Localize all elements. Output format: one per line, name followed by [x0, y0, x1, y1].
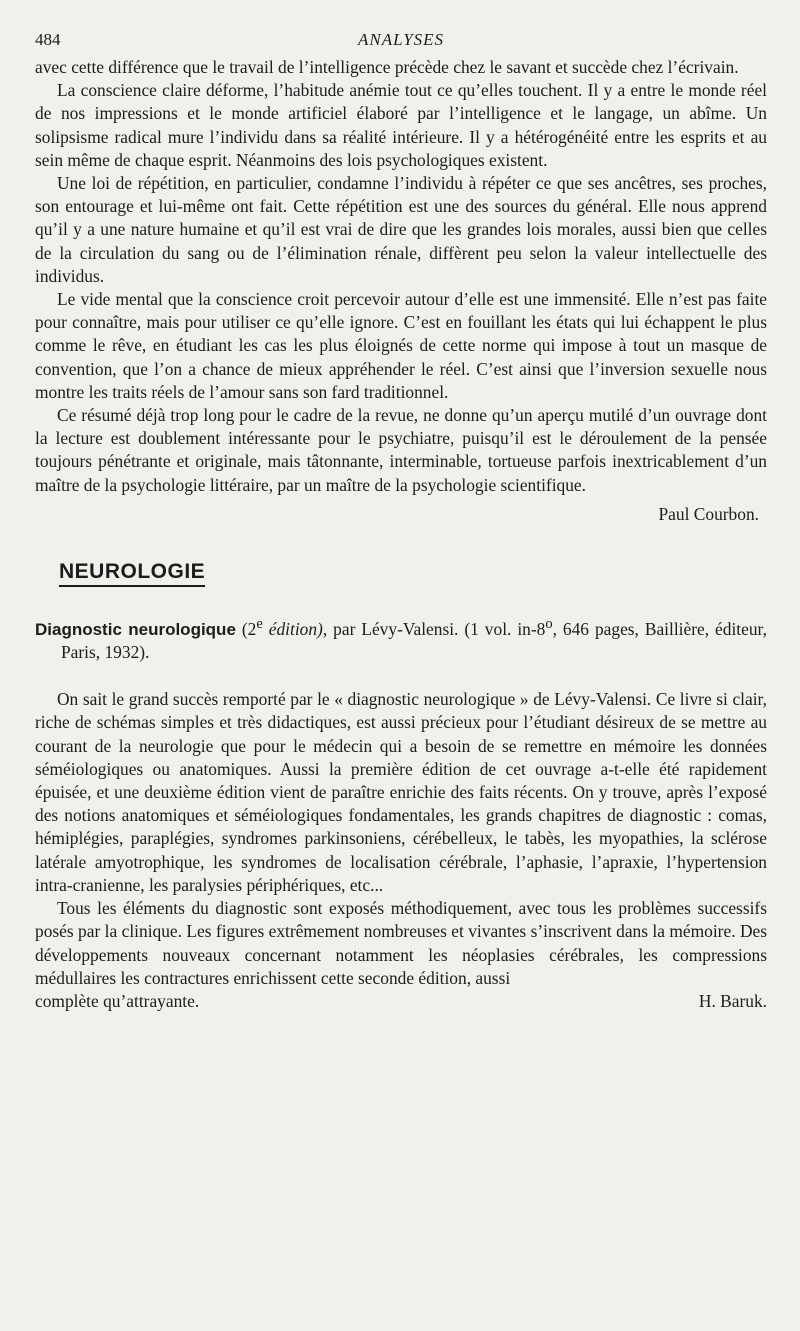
book-title: Diagnostic neurologique — [35, 619, 236, 639]
running-head — [35, 26, 767, 56]
review2-closing — [35, 990, 767, 1013]
review-neurology — [35, 613, 767, 1013]
review1-paragraph-2: La conscience claire déforme, l’habitude anémie tout ce qu’elles touchent. Il y a entre le monde réel de nos impressions et le monde artificiel élaboré par l’intelligence et le langage, un abîme. Un solipsisme radical mure l’individu dans sa réalité intérieure. Il y a hétérogénéité entre les esprits et au sein même de chaque esprit. Néanmoins des lois psychologiques existent. — [35, 80, 767, 170]
page-number: 484 — [35, 30, 61, 49]
review1-signature: Paul Courbon. — [658, 503, 759, 524]
section-heading: NEUROLOGIE — [59, 560, 205, 587]
edition-label: édition) — [262, 618, 323, 639]
book-details: , 646 pages, Baillière, éditeur, Paris, 1932). — [61, 618, 767, 663]
review2-signature: H. Baruk. — [698, 990, 767, 1011]
book-reference — [35, 613, 767, 664]
review-psychology — [35, 56, 767, 526]
running-title: ANALYSES — [357, 30, 445, 49]
book-author: , par Lévy-Valensi. (1 vol. in-8 — [322, 618, 546, 639]
review1-paragraph-5: Ce résumé déjà trop long pour le cadre de la revue, ne donne qu’un aperçu mutilé d’un ouvrage dont la lecture est doublement intéressante pour le psychiatre, puisqu’il est le déroulement de la pensée toujours pénétrante et originale, mais tâtonnante, interminable, tortueuse parfois inextricablement d’un maître de la psychologie littéraire, par un maître de la psychologie scientifique. — [35, 405, 767, 495]
edition-open: (2 — [235, 618, 257, 639]
edition-superscript: e — [256, 616, 263, 633]
document-page — [35, 26, 767, 1013]
review2-paragraph-2: Tous les éléments du diagnostic sont exposés méthodiquement, avec tous les problèmes successifs posés par la clinique. Les figures extrêmement nombreuses et vivantes s’inscrivent dans la mémoire. Des développements nouveaux concernant notamment les néoplasies cérébrales, les compressions médullaires les contractures enrichissent cette seconde édition, aussi — [35, 898, 767, 988]
review2-last-line: complète qu’attrayante. — [35, 990, 200, 1011]
format-superscript: o — [545, 616, 553, 633]
spacer — [35, 664, 767, 688]
review1-paragraph-3: Une loi de répétition, en particulier, condamne l’individu à répéter ce que ses ancêtres, ses proches, son entourage et lui-même ont fait. Cette répétition est une des sources du général. Elle nous apprend qu’il y a une nature humaine et qu’il est vrai de dire que les grandes lois morales, aussi bien que celles de la circulation du sang ou de l’élimination rénale, diffèrent peu selon la valeur intellectuelle des individus. — [35, 173, 767, 286]
review2-paragraph-1: On sait le grand succès remporté par le « diagnostic neurologique » de Lévy-Valensi. Ce livre si clair, riche de schémas simples et très didactiques, est aussi précieux pour l’étudiant désireux de se mettre au courant de la neurologie que pour le médecin qui a besoin de se remettre en mémoire les données séméiologiques ou anatomiques. Aussi la première édition de cet ouvrage a-t-elle été rapidement épuisée, et une deuxième édition vient de paraître enrichie des faits récents. On y trouve, après l’exposé des notions anatomiques et séméiologiques fondamentales, les grands chapitres de diagnostic : comas, hémiplégies, paraplégies, syndromes parkinsoniens, cérébelleux, le tabès, les myopathies, la sclérose latérale amyotrophique, les syndromes de localisation cérébrale, l’aphasie, l’apraxie, l’hypertension intra-cranienne, les paralysies périphériques, etc... — [35, 689, 767, 895]
review1-paragraph-4: Le vide mental que la conscience croit percevoir autour d’elle est une immensité. Elle n’est pas faite pour connaître, mais pour utiliser ce qu’elle ignore. C’est en fouillant les états qui lui échappent le plus comme le rêve, en étudiant les cas les plus éloignés de cette norme qui impose à tout un masque de convention, que l’on a chance de mieux appréhender le réel. C’est ainsi que l’inversion sexuelle nous montre les traits réels de l’amour sans son fard traditionnel. — [35, 289, 767, 402]
review1-paragraph-1: avec cette différence que le travail de l’intelligence précède chez le savant et succède chez l’écrivain. — [35, 57, 739, 77]
